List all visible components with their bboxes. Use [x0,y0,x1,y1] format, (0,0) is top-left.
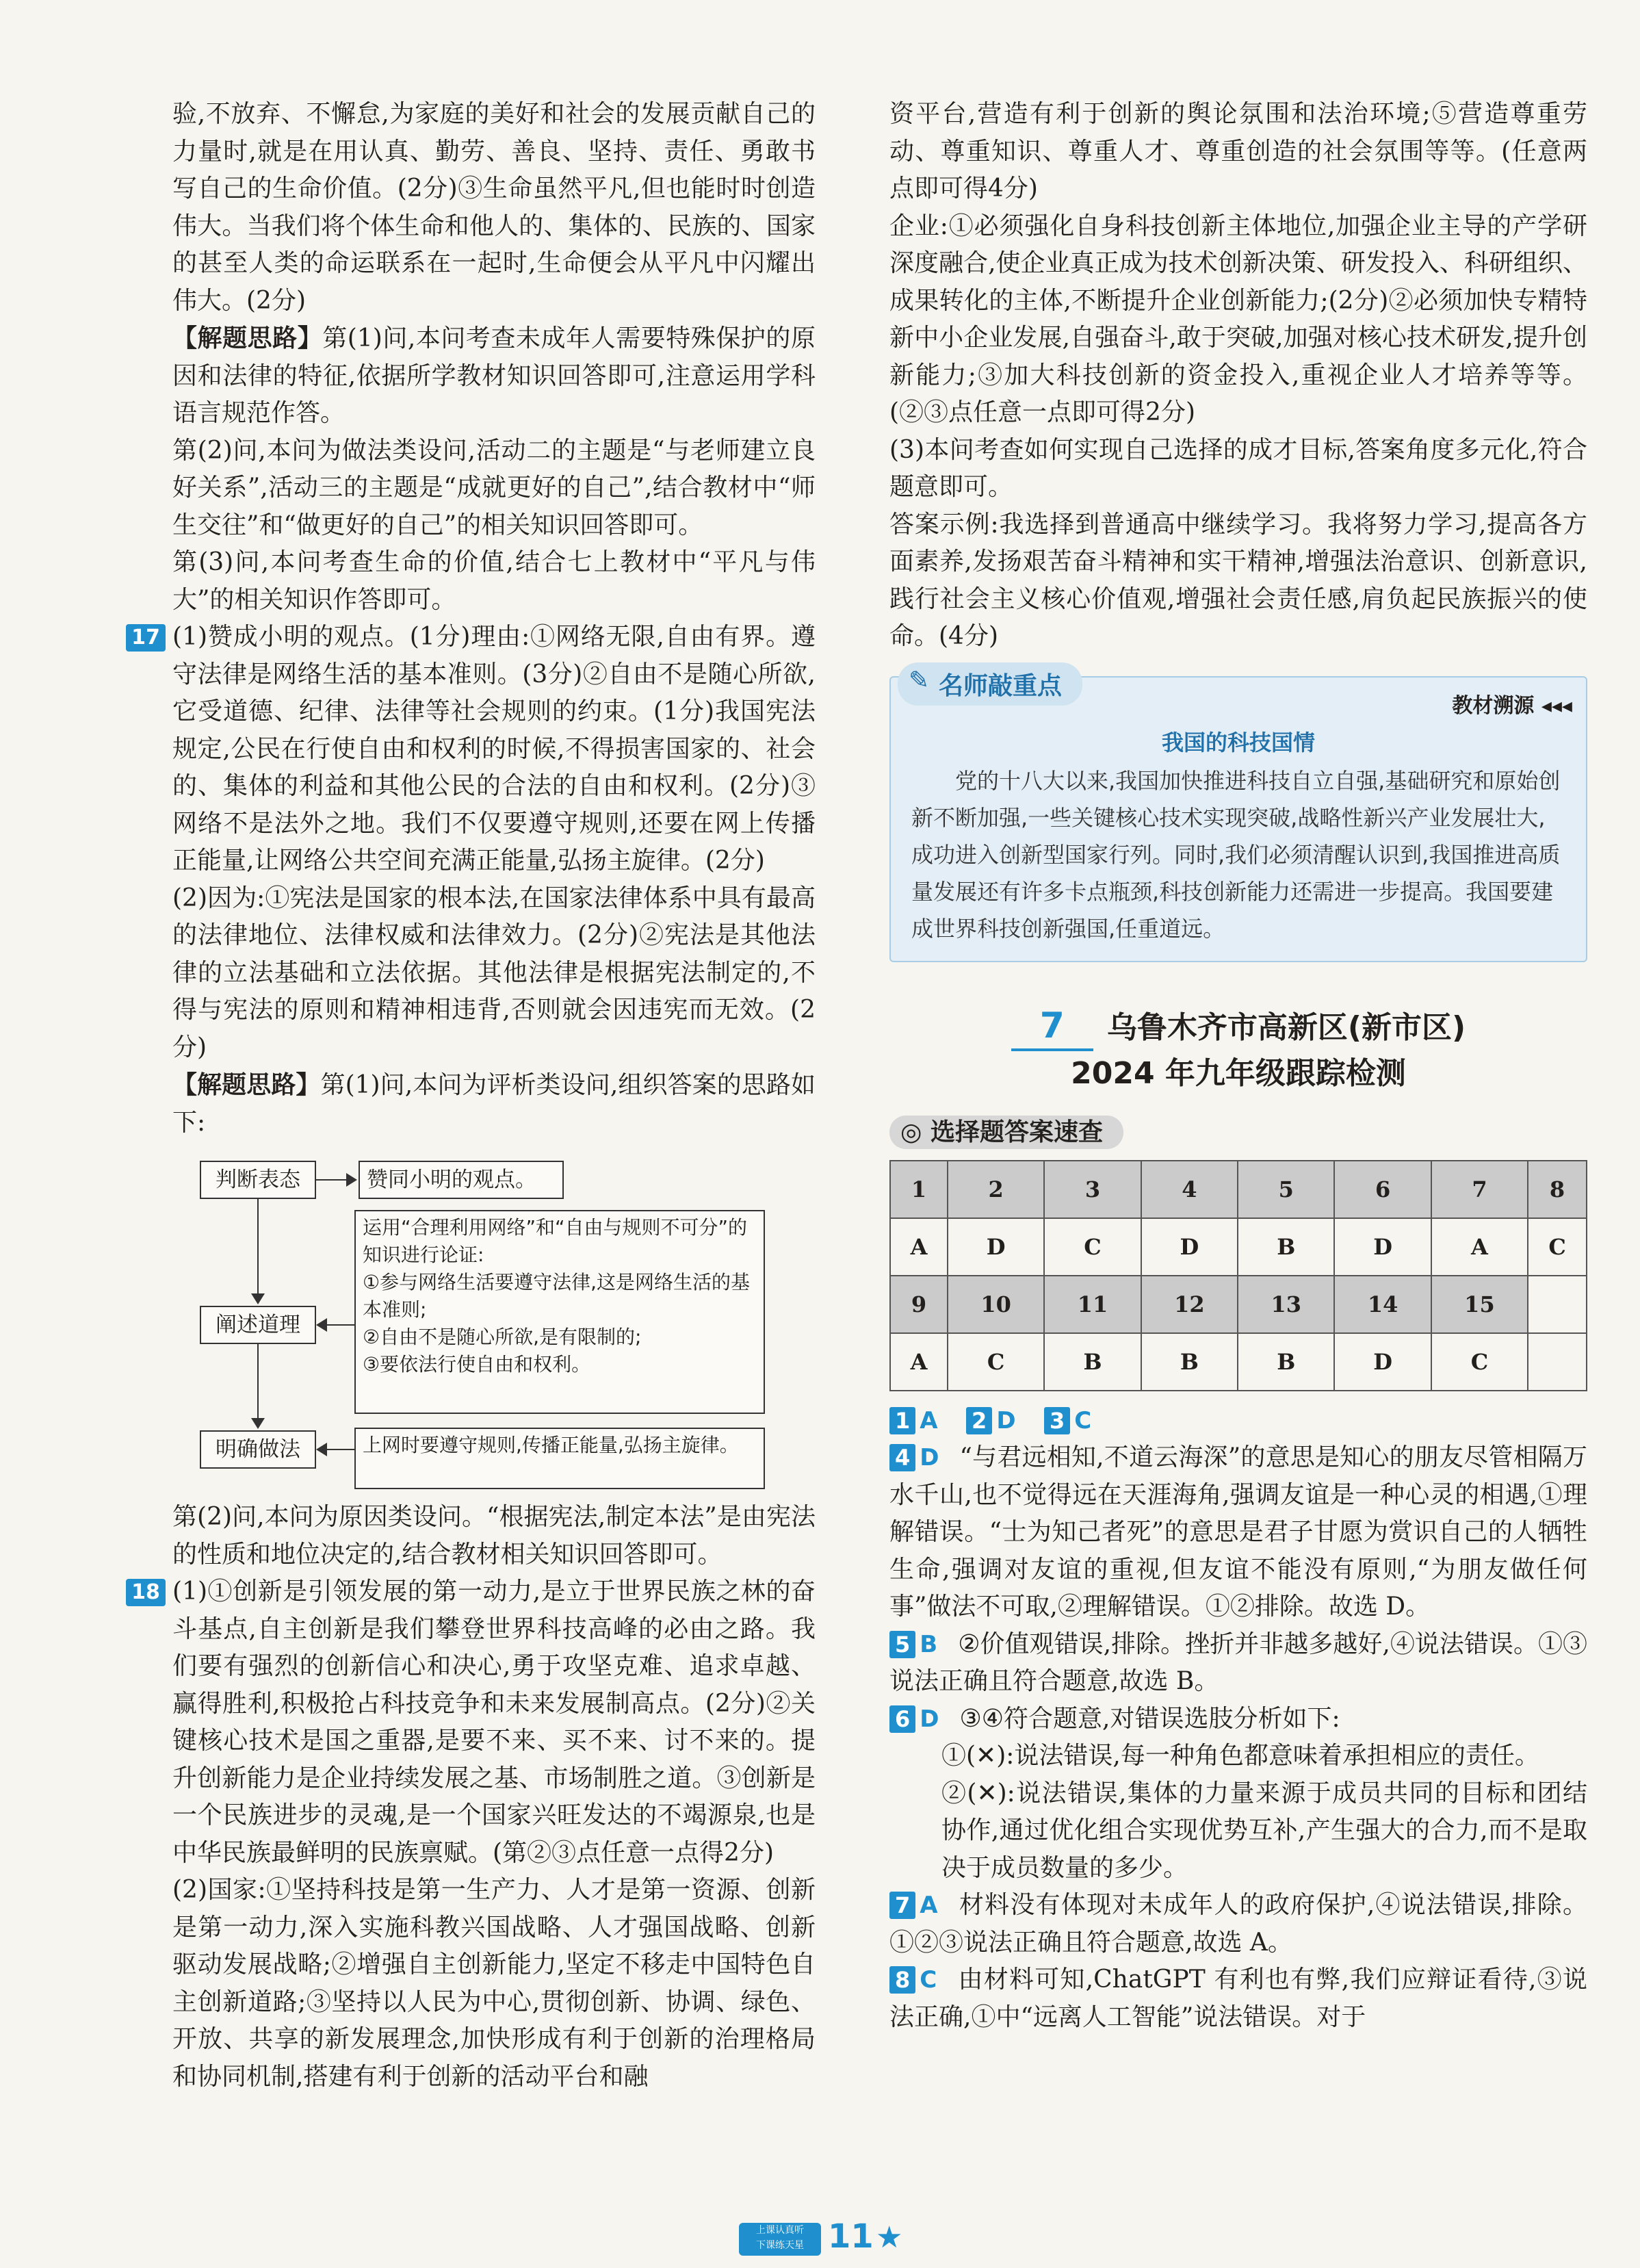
right-column [889,96,1587,2036]
table-row [890,1218,1587,1276]
question-number-badge: 18 [126,1579,166,1606]
answer-letter: D [996,1406,1016,1434]
teacher-icon: ✎ [909,666,930,695]
answer-number: 6 [889,1705,915,1733]
table-cell: D [1334,1218,1431,1276]
r-paragraph-4: 答案示例:我选择到普通高中继续学习。我将努力学习,提高各方面素养,发扬艰苦奋斗精神和实干精神,增强法治意识、创新意识,践行社会主义核心价值观,增强社会责任感,肩负起民族振兴的使命。(4分) [889,510,1587,650]
table-cell: 3 [1044,1161,1141,1218]
star-mascot-icon: ★ [876,2220,903,2255]
question-number-badge: 17 [126,624,166,652]
page-number: 11 [828,2217,874,2256]
table-cell [1528,1333,1587,1391]
tip16-part3: 第(3)问,本问考查生命的价值,结合七上教材中“平凡与伟大”的相关知识作答即可。 [172,548,816,614]
answer-7 [889,1887,1587,1961]
table-cell: 8 [1528,1161,1587,1218]
callout-title-text: 名师敲重点 [939,671,1063,700]
table-row [890,1333,1587,1391]
answer-text: 材料没有体现对未成年人的政府保护,④说法错误,排除。①②③说法正确且符合题意,故选 A。 [889,1891,1587,1957]
answer-text: ③④符合题意,对错误选肢分析如下: [959,1704,1340,1733]
r-paragraph-3: (3)本问考查如何实现自己选择的成才目标,答案角度多元化,符合题意即可。 [889,435,1587,501]
section-number: 7 [1011,1003,1093,1051]
answer-letter: D [920,1705,939,1733]
table-cell: B [1238,1218,1334,1276]
answer-letter: A [920,1892,938,1919]
table-row [890,1161,1587,1218]
quick-answer-text: 选择题答案速查 [930,1118,1104,1146]
footer-slogan: 上课认真听 下课练天星 [739,2223,821,2256]
section-title-1: 乌鲁木齐市高新区(新市区) [1106,1009,1466,1045]
table-cell: 7 [1431,1161,1528,1218]
answer-number: 5 [889,1631,915,1658]
table-cell: 10 [948,1276,1044,1333]
table-cell: 9 [890,1276,948,1333]
table-cell: 1 [890,1161,948,1218]
section-heading [889,1003,1587,1096]
tip17-part2: 第(2)问,本问为原因类设问。“根据宪法,制定本法”是由宪法的性质和地位决定的,结合教材相关知识回答即可。 [172,1503,816,1569]
answer-4 [889,1439,1587,1626]
flow-judge-box: 判断表态 [200,1161,316,1199]
r-paragraph-1: 资平台,营造有利于创新的舆论氛围和法治环境;⑤营造尊重劳动、尊重知识、尊重人才、尊重创造的社会氛围等等。(任意两点即可得4分) [889,100,1587,203]
table-cell: 11 [1044,1276,1141,1333]
table-cell: 6 [1334,1161,1431,1218]
answer-icon: ◎ [900,1118,922,1146]
answer-6-item-2: ②(✕):说法错误,集体的力量来源于成员共同的目标和团结协作,通过优化组合实现优势互补,产生强大的合力,而不是取决于成员数量的多少。 [941,1779,1587,1882]
answer-letter: C [920,1966,937,1994]
answer-letter: A [920,1406,938,1434]
table-cell: 4 [1141,1161,1238,1218]
table-cell: C [1431,1333,1528,1391]
answer-letter: B [920,1630,938,1658]
callout-subtitle: 我国的科技国情 [1161,729,1315,756]
tip-label: 【解题思路】 [172,324,323,352]
answer-text: “与君远相知,不道云海深”的意思是知心的朋友尽管相隔万水千山,也不觉得远在天涯海角,强调友谊是一种心灵的相遇,①理解错误。“士为知己者死”的意思是君子甘愿为赏识自己的人牺牲生命,强调对友谊的重视,但友谊不能没有原则,“为朋友做任何事”做法不可取,②理解错误。①②排除。故选 D。 [889,1443,1587,1621]
tip16-part1-text: 第(1)问,本问考查未成年人需要特殊保护的原因和法律的特征,依据所学教材知识回答即可,注意运用学科语言规范作答。 [172,324,816,427]
flow-action-result: 上网时要遵守规则,传播正能量,弘扬主旋律。 [354,1428,765,1489]
q18-answer-1: (1)①创新是引领发展的第一动力,是立于世界民族之林的奋斗基点,自主创新是我们攀登世界科技高峰的必由之路。我们要有强烈的创新信心和决心,勇于攻坚克难、追求卓越、赢得胜利,积极抢占科技竞争和未来发展制高点。(2分)②关键核心技术是国之重器,是要不来、买不来、讨不来的。提升创新能力是企业持续发展之基、市场制胜之道。③创新是一个民族进步的灵魂,是一个国家兴旺发达的不竭源泉,也是中华民族最鲜明的民族禀赋。(第②③点任意一点得2分) [172,1577,816,1867]
left-column [131,96,816,2096]
flow-explain-result: 运用“合理利用网络”和“自由与规则不可分”的知识进行论证: ①参与网络生活要遵守法律,这是网络生活的基本准则; ②自由不是随心所欲,是有限制的; ③要依法行使自由和权利。 [354,1210,765,1414]
table-cell: D [948,1218,1044,1276]
key-points-callout [889,666,1587,962]
table-cell: 13 [1238,1276,1334,1333]
answer-number: 8 [889,1966,915,1994]
answer-number: 2 [966,1407,992,1434]
question-17 [131,619,816,1142]
table-cell: B [1044,1333,1141,1391]
answer-flowchart [172,1147,816,1496]
table-cell: B [1238,1333,1334,1391]
quick-answer-label [889,1113,1587,1148]
flow-explain-box: 阐述道理 [200,1306,316,1344]
tip16-part1 [172,320,816,433]
answer-letter: D [920,1444,939,1471]
flow-judge-result: 赞同小明的观点。 [359,1161,564,1199]
tip17-part1-text: 第(1)问,本问为评析类设问,组织答案的思路如下: [172,1071,816,1137]
table-cell: 12 [1141,1276,1238,1333]
answer-text: ②价值观错误,排除。挫折并非越多越好,④说法错误。①③说法正确且符合题意,故选 B。 [889,1629,1587,1695]
answer-number: 7 [889,1892,915,1919]
table-cell: 2 [948,1161,1044,1218]
q17-answer-1: (1)赞成小明的观点。(1分)理由:①网络无限,自由有界。遵守法律是网络生活的基本准则。(3分)②自由不是随心所欲,它受道德、纪律、法律等社会规则的约束。(1分)我国宪法规定,公民在行使自由和权利的时候,不得损害国家的、社会的、集体的利益和其他公民的合法的自由和权利。(2分)③网络不是法外之地。我们不仅要遵守规则,还要在网上传播正能量,让网络公共空间充满正能量,弘扬主旋律。(2分) [172,623,816,875]
table-cell: 14 [1334,1276,1431,1333]
intro-paragraph: 验,不放弃、不懈怠,为家庭的美好和社会的发展贡献自己的力量时,就是在用认真、勤劳、善良、坚持、责任、勇敢书写自己的生命价值。(2分)③生命虽然平凡,但也能时时创造伟大。当我们将个体生命和他人的、集体的、民族的、国家的甚至人类的命运联系在一起时,生命便会从平凡中闪耀出伟大。(2分) [172,100,816,315]
table-cell: 15 [1431,1276,1528,1333]
answer-letter: C [1074,1406,1092,1434]
q17-answer-2: (2)因为:①宪法是国家的根本法,在国家法律体系中具有最高的法律地位、法律权威和法律效力。(2分)②宪法是其他法律的立法基础和立法依据。其他法律是根据宪法制定的,不得与宪法的原则和精神相违背,否则就会因违宪而无效。(2分) [172,884,816,1061]
table-cell: D [1334,1333,1431,1391]
tip-label: 【解题思路】 [172,1070,321,1099]
table-row [890,1276,1587,1333]
table-cell: A [1431,1218,1528,1276]
flow-action-box: 明确做法 [200,1430,316,1469]
table-cell: B [1141,1333,1238,1391]
q18-answer-2: (2)国家:①坚持科技是第一生产力、人才是第一资源、创新是第一动力,深入实施科教兴国战略、人才强国战略、创新驱动发展战略;②增强自主创新能力,坚定不移走中国特色自主创新道路;③坚持以人民为中心,贯彻创新、协调、绿色、开放、共享的新发展理念,加快形成有利于创新的治理格局和协同机制,搭建有利于创新的活动平台和融 [172,1876,816,2091]
callout-tag: 教材溯源 ◂◂◂ [1452,693,1572,718]
callout-title [898,662,1082,706]
table-cell: C [1044,1218,1141,1276]
page-footer [739,2217,944,2258]
tip17-part1 [172,1066,816,1142]
answer-number: 3 [1044,1407,1070,1434]
table-cell: A [890,1218,948,1276]
answer-5 [889,1626,1587,1701]
tip16-part2: 第(2)问,本问为做法类设问,活动二的主题是“与老师建立良好关系”,活动三的主题是“成就更好的自己”,结合教材中“师生交往”和“做更好的自己”的相关知识回答即可。 [172,436,816,539]
table-cell: C [948,1333,1044,1391]
table-cell: 5 [1238,1161,1334,1218]
answer-text: 由材料可知,ChatGPT 有利也有弊,我们应辩证看待,③说法正确,①中“远离人工智能”说法错误。对于 [889,1966,1587,2031]
callout-body: 党的十八大以来,我国加快推进科技自立自强,基础研究和原始创新不断加强,一些关键核心技术实现突破,战略性新兴产业发展壮大,成功进入创新型国家行列。同时,我们必须清醒认识到,我国推进高质量发展还有许多卡点瓶颈,科技创新能力还需进一步提高。我国要建成世界科技创新强国,任重道远。 [911,767,1561,942]
section-title-2: 2024 年九年级跟踪检测 [1071,1055,1406,1091]
answers-1-3 [889,1402,1587,1440]
answer-6 [889,1701,1587,1738]
table-cell: C [1528,1218,1587,1276]
table-cell [1528,1276,1587,1333]
table-cell: D [1141,1218,1238,1276]
answer-number: 4 [889,1444,915,1471]
answer-6-item-1: ①(✕):说法错误,每一种角色都意味着承担相应的责任。 [941,1742,1539,1770]
answer-table [889,1160,1587,1391]
answer-8 [889,1961,1587,2036]
answer-number: 1 [889,1407,915,1434]
r-paragraph-2: 企业:①必须强化自身科技创新主体地位,加强企业主导的产学研深度融合,使企业真正成为技术创新决策、研发投入、科研组织、成果转化的主体,不断提升企业创新能力;(2分)②必须加快专精特新中小企业发展,自强奋斗,敢于突破,加强对核心技术研发,提升创新能力;③加大科技创新的资金投入,重视企业人才培养等等。(②③点任意一点即可得2分) [889,211,1587,426]
question-18 [131,1573,816,2096]
table-cell: A [890,1333,948,1391]
